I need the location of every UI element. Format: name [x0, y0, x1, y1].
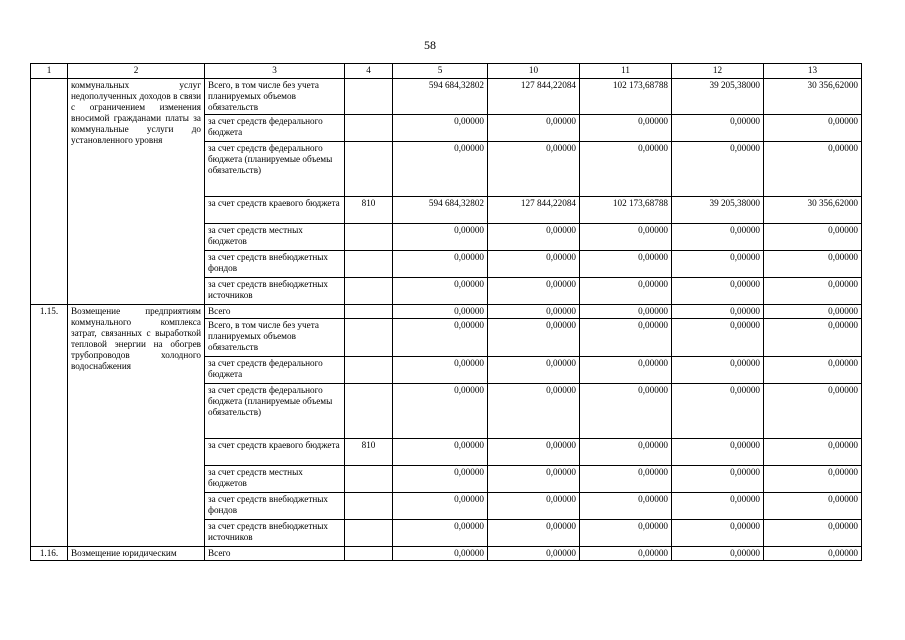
- value-col10-cell: 0,00000: [488, 224, 580, 251]
- funding-source-cell: Всего: [205, 547, 345, 561]
- budget-code-cell: [345, 520, 393, 547]
- value-col13-cell: 0,00000: [764, 251, 862, 278]
- funding-source-cell: Всего, в том числе без учета планируемых объемов обязательств: [205, 319, 345, 357]
- value-col10-cell: 0,00000: [488, 305, 580, 319]
- budget-code-cell: [345, 466, 393, 493]
- value-col12-cell: 0,00000: [672, 305, 764, 319]
- budget-table: [30, 63, 862, 561]
- value-col5-cell: 0,00000: [393, 547, 488, 561]
- value-col12-cell: 0,00000: [672, 224, 764, 251]
- value-col5-cell: 0,00000: [393, 319, 488, 357]
- value-col12-cell: 39 205,38000: [672, 197, 764, 224]
- section-description: Возмещение предприятиям коммунального комплекса затрат, связанных с выработкой тепловой энергии на обогрев трубопроводов холодного водоснабжения: [68, 305, 205, 547]
- budget-code-cell: [345, 251, 393, 278]
- table-row: [31, 305, 862, 319]
- value-col12-cell: 0,00000: [672, 439, 764, 466]
- budget-code-cell: [345, 305, 393, 319]
- column-header: 3: [205, 64, 345, 79]
- funding-source-cell: за счет средств местных бюджетов: [205, 224, 345, 251]
- funding-source-cell: за счет средств внебюджетных источников: [205, 520, 345, 547]
- section-index: 1.16.: [31, 547, 68, 561]
- value-col12-cell: 39 205,38000: [672, 79, 764, 115]
- value-col12-cell: 0,00000: [672, 115, 764, 142]
- header-row: [31, 64, 862, 79]
- value-col12-cell: 0,00000: [672, 278, 764, 305]
- value-col13-cell: 0,00000: [764, 142, 862, 197]
- value-col11-cell: 0,00000: [580, 115, 672, 142]
- funding-source-cell: Всего, в том числе без учета планируемых объемов обязательств: [205, 79, 345, 115]
- value-col10-cell: 0,00000: [488, 357, 580, 384]
- budget-code-cell: [345, 493, 393, 520]
- funding-source-cell: за счет средств федерального бюджета (планируемые объемы обязательств): [205, 384, 345, 439]
- funding-source-cell: за счет средств краевого бюджета: [205, 197, 345, 224]
- value-col5-cell: 0,00000: [393, 115, 488, 142]
- value-col13-cell: 0,00000: [764, 547, 862, 561]
- column-header: 2: [68, 64, 205, 79]
- value-col5-cell: 0,00000: [393, 466, 488, 493]
- value-col11-cell: 0,00000: [580, 493, 672, 520]
- value-col10-cell: 0,00000: [488, 142, 580, 197]
- section-index: [31, 79, 68, 305]
- value-col13-cell: 0,00000: [764, 305, 862, 319]
- column-header: 13: [764, 64, 862, 79]
- funding-source-cell: за счет средств местных бюджетов: [205, 466, 345, 493]
- value-col5-cell: 0,00000: [393, 357, 488, 384]
- value-col10-cell: 0,00000: [488, 547, 580, 561]
- column-header: 5: [393, 64, 488, 79]
- value-col10-cell: 127 844,22084: [488, 79, 580, 115]
- value-col13-cell: 30 356,62000: [764, 197, 862, 224]
- value-col5-cell: 0,00000: [393, 384, 488, 439]
- value-col5-cell: 594 684,32802: [393, 197, 488, 224]
- column-header: 10: [488, 64, 580, 79]
- value-col13-cell: 0,00000: [764, 115, 862, 142]
- value-col13-cell: 0,00000: [764, 357, 862, 384]
- value-col5-cell: 0,00000: [393, 142, 488, 197]
- table-body: [31, 64, 862, 561]
- value-col11-cell: 0,00000: [580, 520, 672, 547]
- value-col12-cell: 0,00000: [672, 357, 764, 384]
- value-col12-cell: 0,00000: [672, 466, 764, 493]
- value-col10-cell: 0,00000: [488, 493, 580, 520]
- value-col11-cell: 0,00000: [580, 278, 672, 305]
- column-header: 4: [345, 64, 393, 79]
- value-col10-cell: 0,00000: [488, 115, 580, 142]
- value-col10-cell: 127 844,22084: [488, 197, 580, 224]
- column-header: 1: [31, 64, 68, 79]
- value-col11-cell: 0,00000: [580, 305, 672, 319]
- budget-code-cell: [345, 79, 393, 115]
- value-col10-cell: 0,00000: [488, 278, 580, 305]
- budget-code-cell: 810: [345, 439, 393, 466]
- value-col13-cell: 0,00000: [764, 466, 862, 493]
- value-col12-cell: 0,00000: [672, 251, 764, 278]
- value-col13-cell: 30 356,62000: [764, 79, 862, 115]
- value-col10-cell: 0,00000: [488, 439, 580, 466]
- value-col5-cell: 0,00000: [393, 251, 488, 278]
- funding-source-cell: за счет средств федерального бюджета (планируемые объемы обязательств): [205, 142, 345, 197]
- value-col12-cell: 0,00000: [672, 319, 764, 357]
- budget-code-cell: [345, 224, 393, 251]
- value-col13-cell: 0,00000: [764, 224, 862, 251]
- value-col11-cell: 0,00000: [580, 439, 672, 466]
- page-number: 58: [424, 38, 436, 52]
- funding-source-cell: за счет средств внебюджетных источников: [205, 278, 345, 305]
- column-header: 11: [580, 64, 672, 79]
- value-col5-cell: 0,00000: [393, 520, 488, 547]
- table-row: [31, 79, 862, 115]
- funding-source-cell: Всего: [205, 305, 345, 319]
- funding-source-cell: за счет средств внебюджетных фондов: [205, 493, 345, 520]
- value-col11-cell: 0,00000: [580, 547, 672, 561]
- value-col11-cell: 0,00000: [580, 224, 672, 251]
- value-col12-cell: 0,00000: [672, 142, 764, 197]
- value-col5-cell: 0,00000: [393, 305, 488, 319]
- column-header: 12: [672, 64, 764, 79]
- funding-source-cell: за счет средств федерального бюджета: [205, 115, 345, 142]
- budget-code-cell: [345, 357, 393, 384]
- value-col5-cell: 0,00000: [393, 224, 488, 251]
- value-col12-cell: 0,00000: [672, 493, 764, 520]
- value-col10-cell: 0,00000: [488, 466, 580, 493]
- value-col13-cell: 0,00000: [764, 319, 862, 357]
- value-col11-cell: 0,00000: [580, 384, 672, 439]
- value-col5-cell: 594 684,32802: [393, 79, 488, 115]
- value-col11-cell: 0,00000: [580, 466, 672, 493]
- value-col13-cell: 0,00000: [764, 384, 862, 439]
- budget-code-cell: [345, 319, 393, 357]
- value-col10-cell: 0,00000: [488, 319, 580, 357]
- value-col11-cell: 0,00000: [580, 251, 672, 278]
- value-col5-cell: 0,00000: [393, 493, 488, 520]
- budget-code-cell: 810: [345, 197, 393, 224]
- value-col10-cell: 0,00000: [488, 251, 580, 278]
- section-index: 1.15.: [31, 305, 68, 547]
- value-col11-cell: 0,00000: [580, 142, 672, 197]
- value-col5-cell: 0,00000: [393, 439, 488, 466]
- value-col10-cell: 0,00000: [488, 384, 580, 439]
- value-col11-cell: 102 173,68788: [580, 197, 672, 224]
- value-col11-cell: 0,00000: [580, 319, 672, 357]
- value-col10-cell: 0,00000: [488, 520, 580, 547]
- section-description: коммунальных услуг недополученных доходов в связи с ограничением изменения вносимой гражданами платы за коммунальные услуги до установленного уровня: [68, 79, 205, 305]
- value-col12-cell: 0,00000: [672, 547, 764, 561]
- funding-source-cell: за счет средств внебюджетных фондов: [205, 251, 345, 278]
- value-col12-cell: 0,00000: [672, 520, 764, 547]
- value-col11-cell: 102 173,68788: [580, 79, 672, 115]
- value-col13-cell: 0,00000: [764, 439, 862, 466]
- budget-code-cell: [345, 115, 393, 142]
- budget-code-cell: [345, 384, 393, 439]
- funding-source-cell: за счет средств краевого бюджета: [205, 439, 345, 466]
- budget-code-cell: [345, 547, 393, 561]
- value-col13-cell: 0,00000: [764, 278, 862, 305]
- value-col5-cell: 0,00000: [393, 278, 488, 305]
- value-col12-cell: 0,00000: [672, 384, 764, 439]
- table-row: [31, 547, 862, 561]
- value-col13-cell: 0,00000: [764, 520, 862, 547]
- funding-source-cell: за счет средств федерального бюджета: [205, 357, 345, 384]
- value-col11-cell: 0,00000: [580, 357, 672, 384]
- value-col13-cell: 0,00000: [764, 493, 862, 520]
- budget-code-cell: [345, 142, 393, 197]
- budget-code-cell: [345, 278, 393, 305]
- section-description: Возмещение юридическим: [68, 547, 205, 561]
